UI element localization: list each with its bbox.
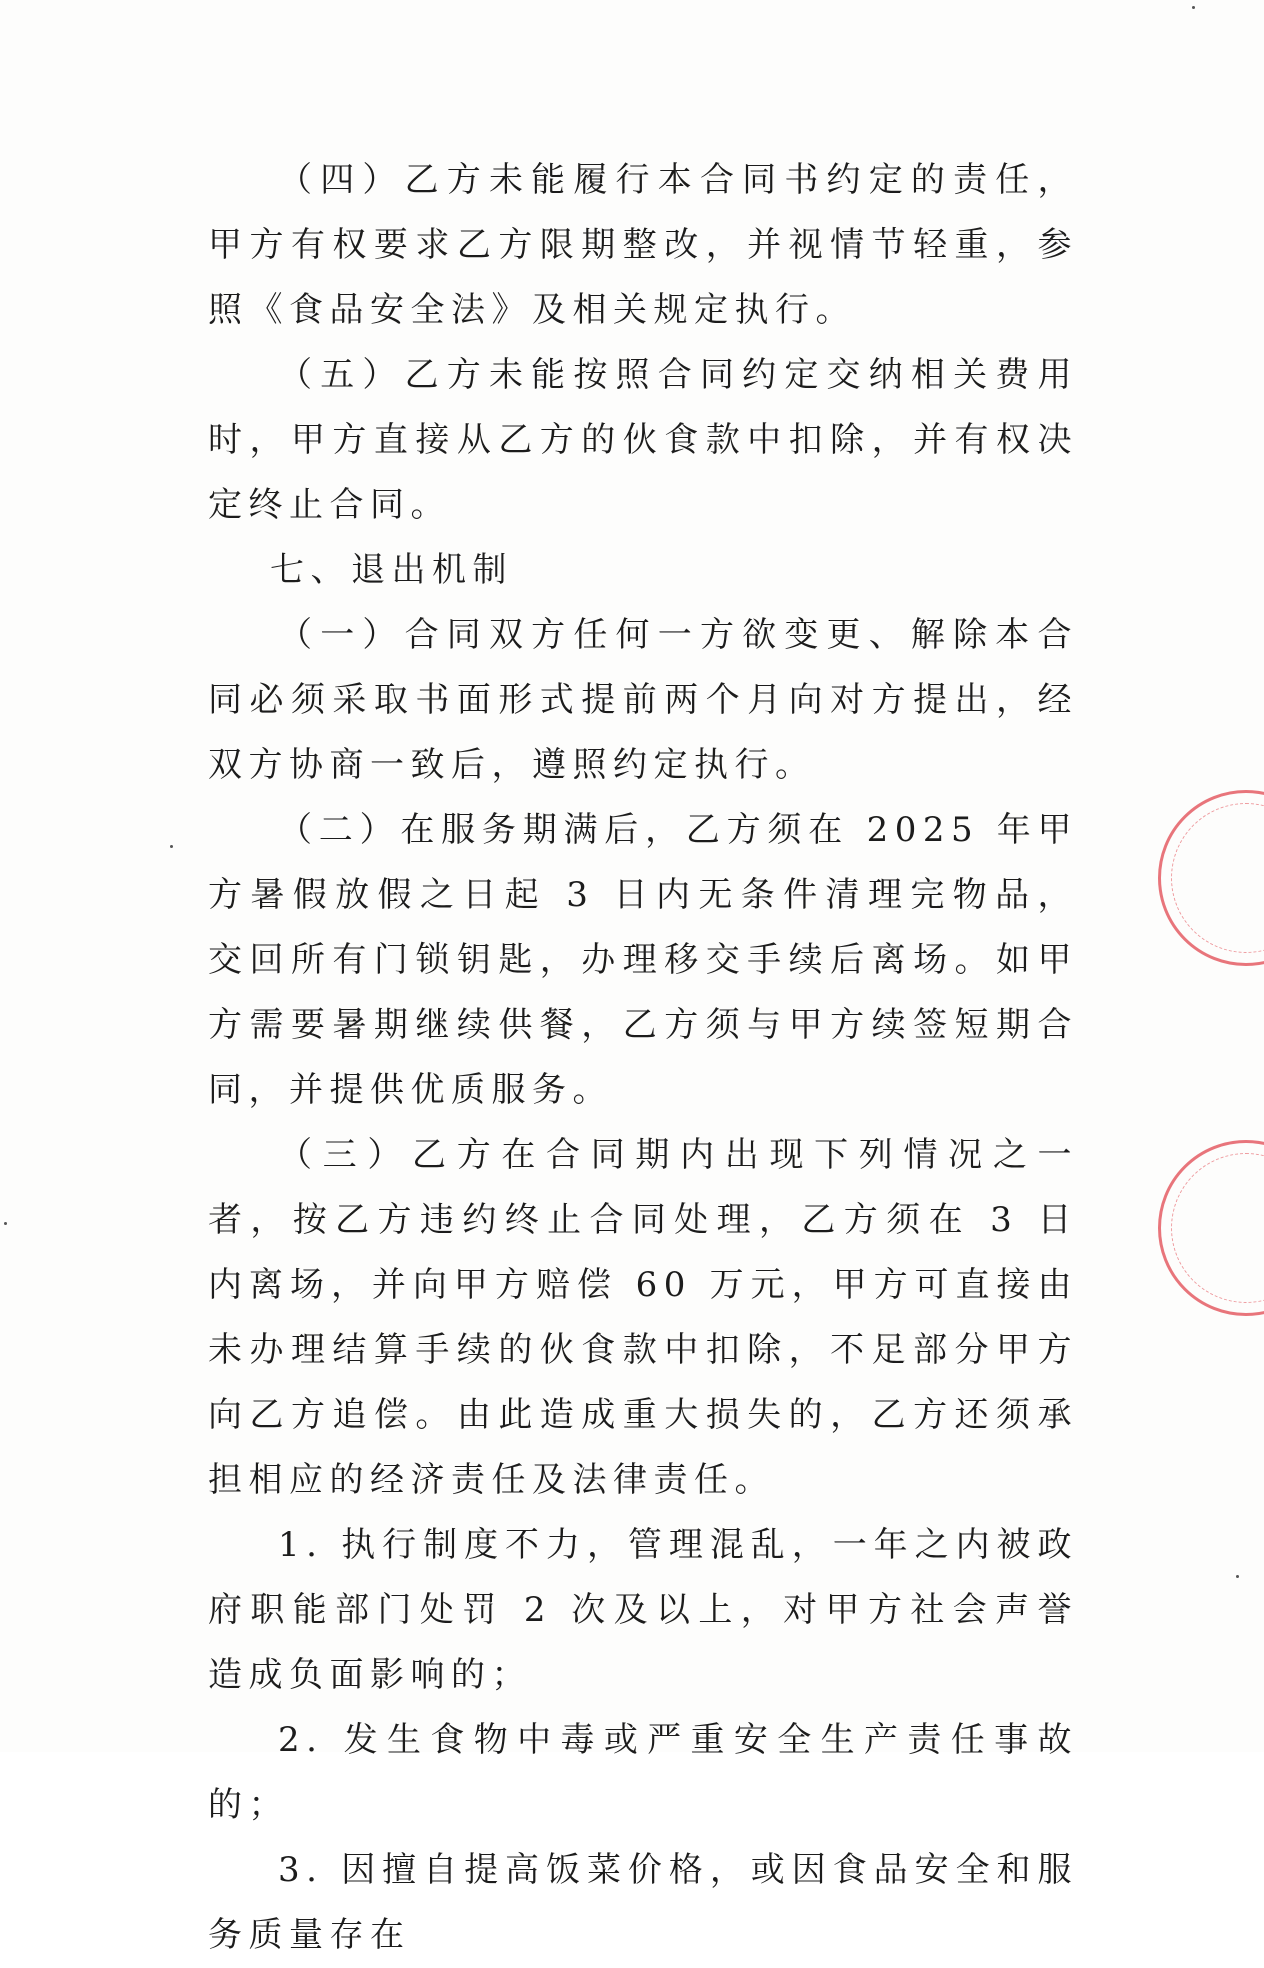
red-seal-stamp-partial [1158,1140,1264,1316]
red-seal-stamp-partial [1158,790,1264,966]
clause-paragraph-5: （五）乙方未能按照合同约定交纳相关费用时，甲方直接从乙方的伙食款中扣除，并有权决定终止合同。 [208,355,1078,525]
scan-speck [1236,1575,1239,1578]
section-clause-1: （一）合同双方任何一方欲变更、解除本合同必须采取书面形式提前两个月向对方提出，经双方协商一致后，遵照约定执行。 [208,615,1078,785]
scan-speck [170,845,173,848]
seal-inner-ring [1171,1153,1264,1303]
clause-paragraph-4: （四）乙方未能履行本合同书约定的责任，甲方有权要求乙方限期整改，并视情节轻重，参照《食品安全法》及相关规定执行。 [208,160,1078,330]
list-item-1: 1. 执行制度不力，管理混乱，一年之内被政府职能部门处罚 2 次及以上，对甲方社会声誉造成负面影响的； [208,1525,1078,1695]
scan-speck [1192,6,1195,9]
list-item-2: 2. 发生食物中毒或严重安全生产责任事故的； [208,1720,1078,1825]
scan-speck [4,1222,7,1225]
document-body [208,148,1078,1968]
section-heading: 七、退出机制 [270,550,513,590]
section-clause-3: （三）乙方在合同期内出现下列情况之一者，按乙方违约终止合同处理，乙方须在 3 日内离场，并向甲方赔偿 60 万元，甲方可直接由未办理结算手续的伙食款中扣除，不足部分甲方向乙方追偿。由此造成重大损失的，乙方还须承担相应的经济责任及法律责任。 [208,1135,1078,1500]
seal-inner-ring [1171,803,1264,953]
section-clause-2: （二）在服务期满后，乙方须在 2025 年甲方暑假放假之日起 3 日内无条件清理完物品，交回所有门锁钥匙，办理移交手续后离场。如甲方需要暑期继续供餐，乙方须与甲方续签短期合同，并提供优质服务。 [208,810,1078,1110]
list-item-3: 3. 因擅自提高饭菜价格，或因食品安全和服务质量存在 [208,1850,1078,1955]
